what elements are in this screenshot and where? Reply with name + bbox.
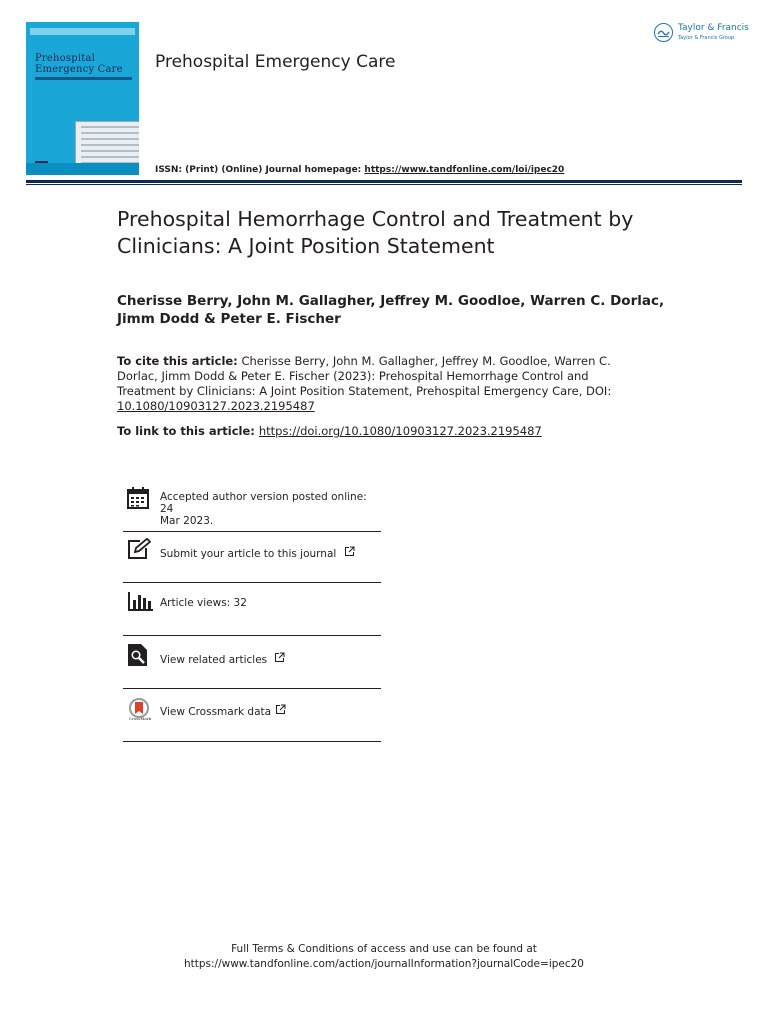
cover-title-line1: Prehospital [35,53,95,64]
crossmark-label: View Crossmark data [160,706,272,718]
citation-block [117,354,617,414]
info-row-crossmark[interactable] [123,689,381,742]
info-row-views [123,583,381,636]
article-authors [117,292,677,328]
publisher-name: Taylor & Francis [678,23,749,33]
article-views: Article views: 32 [160,597,247,609]
info-row-submit[interactable] [123,531,381,583]
external-link-icon [344,546,355,560]
search-document-icon [127,643,149,671]
article-title [117,206,717,260]
terms-footer [0,942,768,972]
cite-label: To cite this article: [117,354,238,368]
journal-cover-image [26,22,139,175]
cover-title-line2: Emergency Care [35,64,123,75]
cite-line3: Treatment by Clinicians: A Joint Position Statement, Prehospital Emergency Care, DOI: [117,384,612,398]
journal-name: Prehospital Emergency Care [155,52,396,72]
issn-label: ISSN: (Print) (Online) Journal homepage: [155,165,365,175]
journal-homepage-link[interactable]: https://www.tandfonline.com/loi/ipec20 [364,165,565,175]
submit-article-link[interactable] [160,546,355,560]
crossmark-logo-text: CrossMark [128,716,152,721]
cite-doi-link[interactable]: 10.1080/10903127.2023.2195487 [117,399,315,413]
publisher-subname: Taylor & Francis Group [678,35,735,41]
header-rule-thin [26,184,742,185]
accepted-line1: Accepted author version posted online: 24 [160,491,367,515]
crossmark-icon [127,698,151,728]
bar-chart-icon [127,592,153,616]
link-label: To link to this article: [117,424,259,438]
article-link-line [117,424,677,439]
article-doi-link[interactable]: https://doi.org/10.1080/10903127.2023.2195487 [258,424,542,438]
calendar-icon [127,487,149,513]
header-rule-thick [26,180,742,183]
authors-line2: Jimm Dodd & Peter E. Fischer [117,311,341,327]
accepted-line2: Mar 2023. [160,515,214,527]
cover-rule [35,77,132,80]
accepted-text [160,491,381,527]
related-articles-label: View related articles [160,654,268,666]
cite-line1: Cherisse Berry, John M. Gallagher, Jeffrey M. Goodloe, Warren C. [237,354,611,368]
cover-footer-band [26,163,139,175]
authors-line1: Cherisse Berry, John M. Gallagher, Jeffrey M. Goodloe, Warren C. Dorlac, [117,293,665,309]
article-title-line2: Clinicians: A Joint Position Statement [117,234,495,258]
info-row-accepted [123,483,381,532]
cover-top-strip [30,28,135,35]
publisher-logo-icon [654,23,673,42]
edit-icon [127,538,151,564]
external-link-icon [275,704,286,718]
footer-terms-url[interactable]: https://www.tandfonline.com/action/journalInformation?journalCode=ipec20 [183,958,584,970]
view-related-articles-link[interactable] [160,652,285,666]
cite-line2: Dorlac, Jimm Dodd & Peter E. Fischer (2023): Prehospital Hemorrhage Control and [117,369,589,383]
submit-article-label: Submit your article to this journal [160,548,337,560]
issn-line [155,165,564,175]
external-link-icon [274,652,285,666]
info-row-related[interactable] [123,636,381,689]
view-crossmark-link[interactable] [160,704,286,718]
article-title-line1: Prehospital Hemorrhage Control and Treatment by [117,207,634,231]
footer-line1: Full Terms & Conditions of access and use can be found at [231,943,537,955]
